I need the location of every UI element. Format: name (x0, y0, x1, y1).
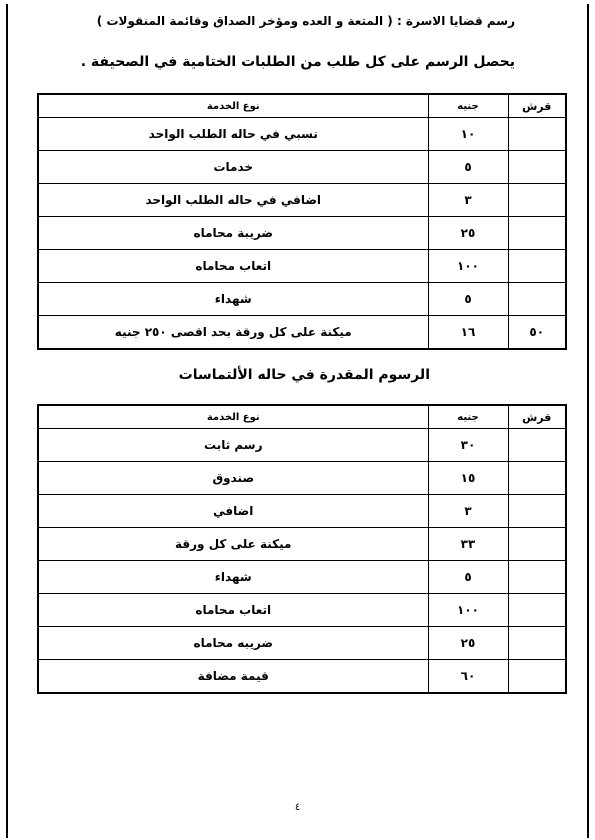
cell-service: ميكنة على كل ورقة (38, 528, 428, 561)
cell-qirsh (508, 151, 566, 184)
cell-qirsh (508, 528, 566, 561)
header-geneh: جنيه (428, 405, 508, 429)
table-row (38, 495, 566, 528)
cell-service: ميكنة على كل ورقة بحد اقصى ٢٥٠ جنيه (38, 316, 428, 350)
table-row (38, 316, 566, 350)
cell-geneh: ١٠٠ (428, 250, 508, 283)
cell-geneh: ١٠ (428, 118, 508, 151)
cell-service: صندوق (38, 462, 428, 495)
cell-qirsh (508, 627, 566, 660)
cell-qirsh (508, 283, 566, 316)
cell-service: شهداء (38, 561, 428, 594)
cell-service: شهداء (38, 283, 428, 316)
cell-service: اضافي في حاله الطلب الواحد (38, 184, 428, 217)
document-subtitle: يحصل الرسم على كل طلب من الطلبات الختامية في الصحيفة . (80, 54, 515, 70)
table-header-row (38, 94, 566, 118)
page-number: ٤ (294, 802, 301, 813)
cell-geneh: ٣ (428, 495, 508, 528)
header-geneh: جنيه (428, 94, 508, 118)
cell-qirsh (508, 594, 566, 627)
cell-geneh: ١٦ (428, 316, 508, 350)
fees-table-cases (37, 93, 567, 350)
cell-geneh: ٣ (428, 184, 508, 217)
cell-geneh: ٣٠ (428, 429, 508, 462)
table-row (38, 118, 566, 151)
cell-geneh: ٥ (428, 283, 508, 316)
cell-qirsh (508, 429, 566, 462)
table-row (38, 528, 566, 561)
cell-qirsh: ٥٠ (508, 316, 566, 350)
cell-service: رسم ثابت (38, 429, 428, 462)
cell-qirsh (508, 184, 566, 217)
table-row (38, 151, 566, 184)
document-title: رسم قضايا الاسرة : ( المتعة و العده ومؤخر الصداق وقائمة المنقولات ) (96, 14, 515, 28)
cell-geneh: ٥ (428, 561, 508, 594)
cell-service: نسبي في حاله الطلب الواحد (38, 118, 428, 151)
cell-service: خدمات (38, 151, 428, 184)
table-row (38, 250, 566, 283)
cell-qirsh (508, 217, 566, 250)
table-row (38, 561, 566, 594)
table-row (38, 429, 566, 462)
table-row (38, 283, 566, 316)
table-row (38, 217, 566, 250)
cell-geneh: ١٥ (428, 462, 508, 495)
cell-qirsh (508, 561, 566, 594)
cell-qirsh (508, 250, 566, 283)
cell-qirsh (508, 462, 566, 495)
cell-geneh: ١٠٠ (428, 594, 508, 627)
cell-geneh: ٢٥ (428, 217, 508, 250)
cell-service: ضريبة محاماه (38, 217, 428, 250)
cell-geneh: ٢٥ (428, 627, 508, 660)
header-service-type: نوع الخدمة (38, 94, 428, 118)
table-header-row (38, 405, 566, 429)
cell-qirsh (508, 660, 566, 694)
section-heading: الرسوم المقدرة في حاله الألتماسات (178, 367, 430, 383)
cell-qirsh (508, 118, 566, 151)
cell-service: اتعاب محاماه (38, 250, 428, 283)
cell-service: اضافي (38, 495, 428, 528)
cell-service: قيمة مضافة (38, 660, 428, 694)
cell-geneh: ٣٣ (428, 528, 508, 561)
header-service-type: نوع الخدمة (38, 405, 428, 429)
fees-table-petitions (37, 404, 567, 694)
table-row (38, 594, 566, 627)
table-row (38, 462, 566, 495)
table-row (38, 184, 566, 217)
cell-service: ضريبه محاماه (38, 627, 428, 660)
table-row (38, 660, 566, 694)
cell-geneh: ٥ (428, 151, 508, 184)
header-qirsh: قرش (508, 94, 566, 118)
header-qirsh: قرش (508, 405, 566, 429)
cell-geneh: ٦٠ (428, 660, 508, 694)
cell-qirsh (508, 495, 566, 528)
table-row (38, 627, 566, 660)
cell-service: اتعاب محاماه (38, 594, 428, 627)
